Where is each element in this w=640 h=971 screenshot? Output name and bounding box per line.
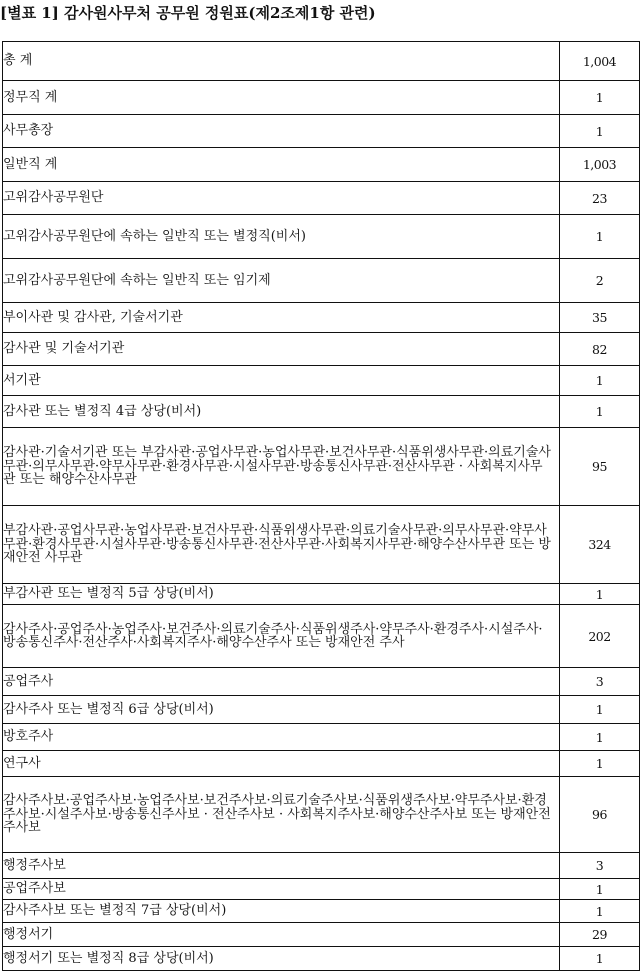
quota-count-cell: 1 bbox=[560, 900, 640, 923]
table-row bbox=[3, 696, 640, 724]
quota-count-cell: 1 bbox=[560, 115, 640, 148]
table-row bbox=[3, 605, 640, 668]
table-row bbox=[3, 668, 640, 696]
table-row bbox=[3, 303, 640, 333]
position-category-cell: 감사주사·공업주사·농업주사·보건주사·의료기술주사·식품위생주사·약무주사·환경주사·시설주사·방송통신주사·전산주사·사회복지주사·해양수산주사 또는 방재안전 주사 bbox=[3, 605, 560, 668]
quota-count-cell: 1 bbox=[560, 696, 640, 724]
table-row bbox=[3, 182, 640, 215]
position-category-cell: 감사주사 또는 별정직 6급 상당(비서) bbox=[3, 696, 560, 724]
quota-count-cell: 1 bbox=[560, 947, 640, 971]
table-row bbox=[3, 506, 640, 584]
quota-count-cell: 1 bbox=[560, 879, 640, 900]
table-row bbox=[3, 853, 640, 879]
position-category-cell: 일반직 계 bbox=[3, 148, 560, 182]
position-category-cell: 사무총장 bbox=[3, 115, 560, 148]
quota-count-cell: 29 bbox=[560, 923, 640, 947]
quota-count-cell: 1 bbox=[560, 584, 640, 605]
table-row bbox=[3, 42, 640, 81]
table-row bbox=[3, 900, 640, 923]
quota-count-cell: 96 bbox=[560, 777, 640, 853]
position-category-cell: 감사주사보·공업주사보·농업주사보·보건주사보·의료기술주사보·식품위생주사보·약무주사보·환경주사보·시설주사보·방송통신주사보 · 전산주사보 · 사회복지주사보·해양수산주사보 또는 방재안전주사보 bbox=[3, 777, 560, 853]
table-row bbox=[3, 751, 640, 777]
position-category-cell: 감사관·기술서기관 또는 부감사관·공업사무관·농업사무관·보건사무관·식품위생사무관·의료기술사무관·의무사무관·약무사무관·환경사무관·시설사무관·방송통신사무관·전산사무관 · 사회복지사무관 또는 해양수산사무관 bbox=[3, 428, 560, 506]
position-category-cell: 부이사관 및 감사관, 기술서기관 bbox=[3, 303, 560, 333]
quota-table bbox=[2, 41, 640, 971]
table-row bbox=[3, 428, 640, 506]
quota-count-cell: 1 bbox=[560, 215, 640, 259]
quota-count-cell: 324 bbox=[560, 506, 640, 584]
position-category-cell: 연구사 bbox=[3, 751, 560, 777]
table-row bbox=[3, 724, 640, 751]
position-category-cell: 공업주사 bbox=[3, 668, 560, 696]
position-category-cell: 감사주사보 또는 별정직 7급 상당(비서) bbox=[3, 900, 560, 923]
quota-count-cell: 202 bbox=[560, 605, 640, 668]
position-category-cell: 총 계 bbox=[3, 42, 560, 81]
quota-count-cell: 1 bbox=[560, 396, 640, 428]
table-row bbox=[3, 584, 640, 605]
quota-count-cell: 82 bbox=[560, 333, 640, 366]
position-category-cell: 고위감사공무원단 bbox=[3, 182, 560, 215]
table-row bbox=[3, 879, 640, 900]
quota-table-body bbox=[3, 42, 640, 971]
position-category-cell: 정무직 계 bbox=[3, 81, 560, 115]
quota-count-cell: 1 bbox=[560, 81, 640, 115]
table-row bbox=[3, 366, 640, 396]
quota-count-cell: 3 bbox=[560, 668, 640, 696]
position-category-cell: 감사관 및 기술서기관 bbox=[3, 333, 560, 366]
position-category-cell: 고위감사공무원단에 속하는 일반직 또는 임기제 bbox=[3, 259, 560, 303]
quota-count-cell: 1 bbox=[560, 366, 640, 396]
quota-count-cell: 95 bbox=[560, 428, 640, 506]
table-row bbox=[3, 148, 640, 182]
quota-count-cell: 1 bbox=[560, 724, 640, 751]
table-row bbox=[3, 215, 640, 259]
position-category-cell: 부감사관·공업사무관·농업사무관·보건사무관·식품위생사무관·의료기술사무관·의무사무관·약무사무관·환경사무관·시설사무관·방송통신사무관·전산사무관·사회복지사무관·해양수산사무관 또는 방재안전 사무관 bbox=[3, 506, 560, 584]
quota-count-cell: 1,003 bbox=[560, 148, 640, 182]
table-row bbox=[3, 947, 640, 971]
position-category-cell: 행정서기 bbox=[3, 923, 560, 947]
table-row bbox=[3, 777, 640, 853]
position-category-cell: 고위감사공무원단에 속하는 일반직 또는 별정직(비서) bbox=[3, 215, 560, 259]
quota-count-cell: 3 bbox=[560, 853, 640, 879]
position-category-cell: 행정주사보 bbox=[3, 853, 560, 879]
quota-count-cell: 1 bbox=[560, 751, 640, 777]
position-category-cell: 방호주사 bbox=[3, 724, 560, 751]
position-category-cell: 행정서기 또는 별정직 8급 상당(비서) bbox=[3, 947, 560, 971]
position-category-cell: 서기관 bbox=[3, 366, 560, 396]
table-row bbox=[3, 333, 640, 366]
table-row bbox=[3, 923, 640, 947]
table-row bbox=[3, 81, 640, 115]
position-category-cell: 공업주사보 bbox=[3, 879, 560, 900]
page-title: [별표 1] 감사원사무처 공무원 정원표(제2조제1항 관련) bbox=[0, 4, 376, 22]
table-row bbox=[3, 259, 640, 303]
table-row bbox=[3, 115, 640, 148]
quota-count-cell: 35 bbox=[560, 303, 640, 333]
quota-count-cell: 1,004 bbox=[560, 42, 640, 81]
quota-count-cell: 2 bbox=[560, 259, 640, 303]
quota-count-cell: 23 bbox=[560, 182, 640, 215]
position-category-cell: 감사관 또는 별정직 4급 상당(비서) bbox=[3, 396, 560, 428]
table-row bbox=[3, 396, 640, 428]
position-category-cell: 부감사관 또는 별정직 5급 상당(비서) bbox=[3, 584, 560, 605]
